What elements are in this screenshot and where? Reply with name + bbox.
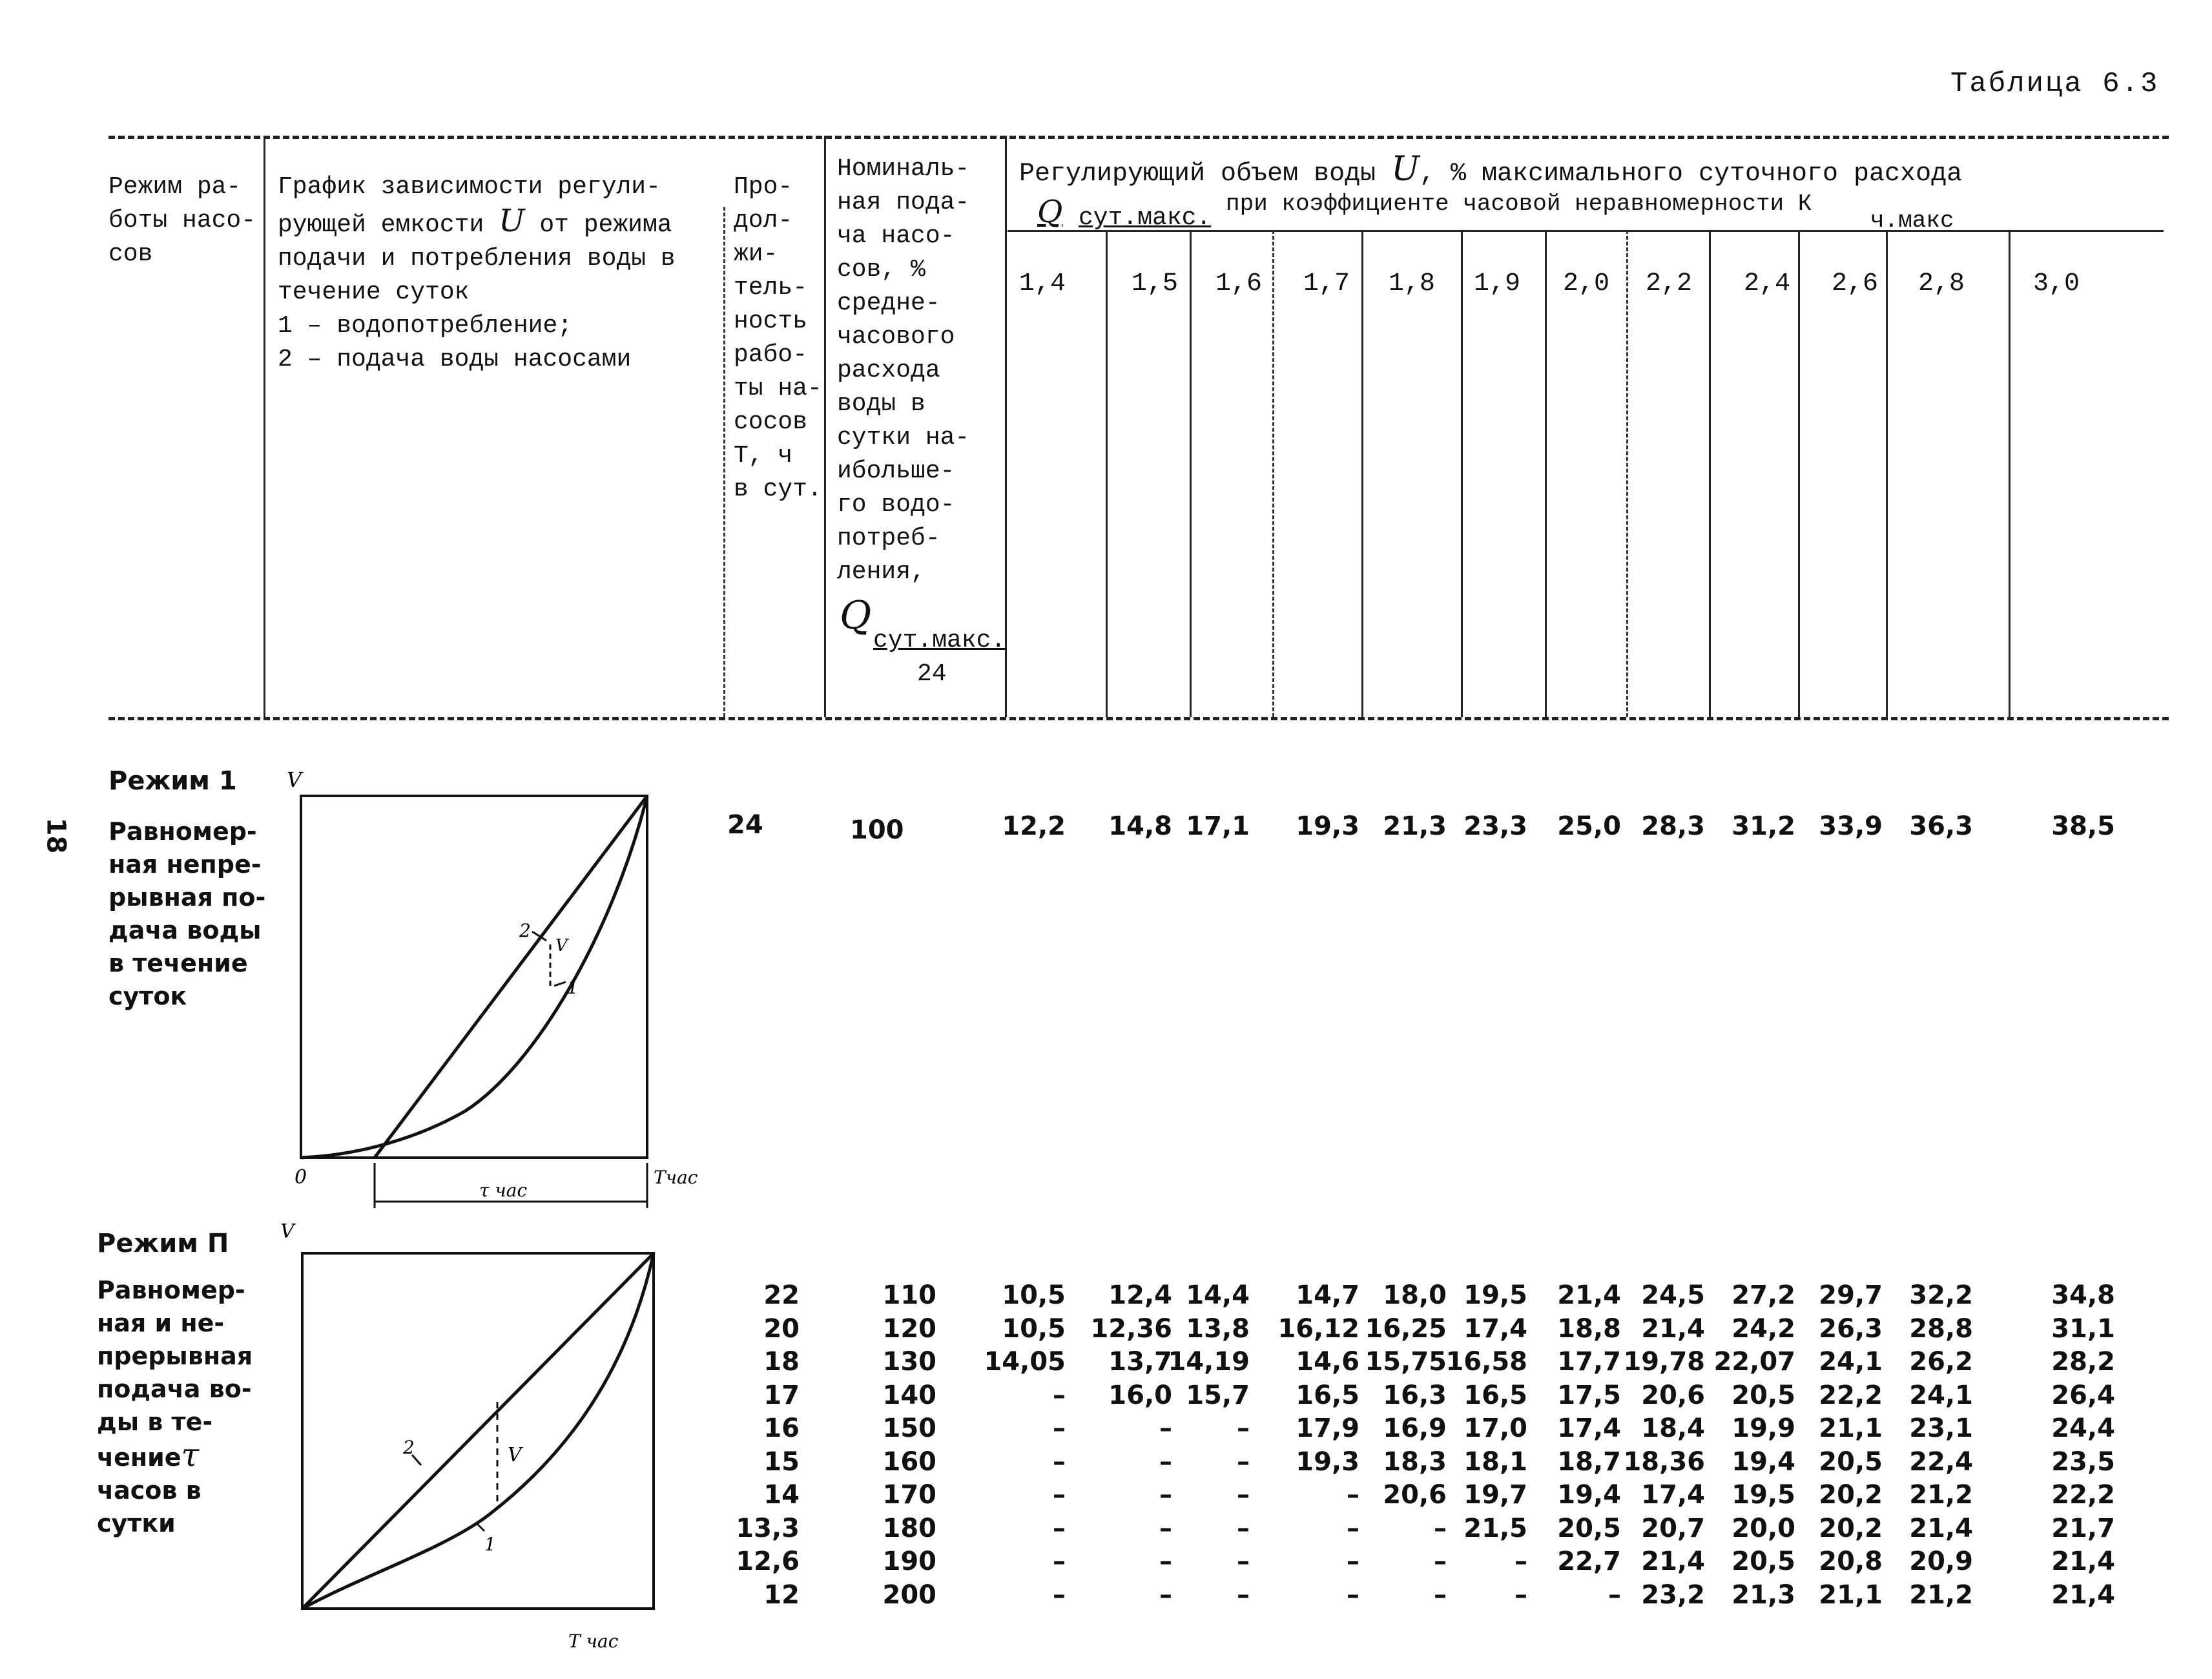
mode2-curve2-label: 2 [403,1437,415,1458]
mode2-value-cell: 21,4 [1641,1313,1705,1344]
k-value: 1,7 [1303,269,1350,298]
mode2-value-cell: – [1347,1513,1359,1543]
mode1-value-cell: 36,3 [1909,811,1973,841]
mode2-value-cell: 21,4 [2051,1547,2115,1576]
header-line: подачи и потребления воды в [278,245,676,273]
mode2-title: Режим П [97,1229,229,1258]
mode1-value-cell: 28,3 [1641,811,1705,841]
mode2-value-cell: 16,58 [1445,1347,1527,1377]
mode1-leader-1 [554,982,566,986]
mode2-value-cell: – [1434,1580,1447,1610]
mode2-value-cell: 17,4 [1641,1480,1705,1510]
mode2-value-cell: – [1347,1547,1359,1576]
header-line: 1 – водопотребление; [278,312,573,340]
mode2-value-cell: 14,05 [984,1347,1066,1377]
mode1-y-label: V [287,767,302,792]
mode2-value-cell: 34,8 [2051,1280,2115,1310]
mode2-duration-cell: 17 [763,1380,800,1410]
mode2-graph [271,1215,698,1660]
mode2-feed-cell: 110 [882,1280,936,1310]
mode2-value-cell: 26,2 [1909,1347,1973,1377]
desc-line: дача воды [109,916,262,944]
header-line: Номиналь- [837,155,970,183]
mode2-duration-cell: 13,3 [736,1513,800,1543]
k-value: 1,6 [1215,269,1263,298]
group-line2: при коэффициенте часовой неравномерности К [1226,191,1812,217]
mode1-feed: 100 [850,815,904,845]
mode2-feed-cell: 130 [882,1347,936,1377]
mode2-feed-cell: 200 [882,1580,936,1610]
header-line: рабо- [734,341,808,369]
mode2-value-cell: 24,5 [1641,1280,1705,1310]
mode2-value-cell: – [1053,1380,1066,1410]
mode2-x-end: Т час [568,1631,619,1652]
volume-symbol: U [499,203,525,239]
header-line: ча насо- [837,222,955,250]
mode2-value-cell: 19,4 [1557,1480,1621,1510]
desc-line: суток [109,982,187,1010]
header-line: сов, % [837,256,925,284]
mode2-value-cell: – [1237,1446,1250,1477]
header-line: ность [734,308,808,335]
mode2-value-cell: – [1053,1513,1066,1543]
mode2-value-cell: – [1347,1580,1359,1610]
header-line: го водо- [837,491,955,519]
mode2-duration-cell: 20 [763,1313,800,1344]
mode2-value-cell: – [1053,1446,1066,1477]
mode1-duration: 24 [727,810,763,840]
formula-q: Q [840,593,872,638]
header-line: сутки на- [837,424,970,452]
mode2-value-cell: 21,1 [1819,1413,1883,1443]
mode2-value-cell: 21,5 [1463,1513,1527,1543]
group-q-sub: сут.макс. [1079,204,1212,232]
mode2-value-cell: 13,8 [1186,1313,1250,1344]
desc-text: чение [97,1443,181,1472]
mode2-value-cell: 17,7 [1557,1347,1621,1377]
col-divider-1 [264,136,265,717]
mode2-value-cell: 18,3 [1383,1446,1447,1477]
header-line: часового [837,323,955,351]
mode2-value-cell: 12,4 [1108,1280,1172,1310]
header-col-mode [109,171,256,271]
mode2-value-cell: 21,4 [1641,1547,1705,1576]
group-title-text: Регулирующий объем воды [1019,160,1376,189]
header-line: 2 – подача воды насосами [278,346,632,373]
desc-line: ная и не- [97,1309,225,1337]
header-line: дол- [734,207,793,235]
mode2-value-cell: 18,7 [1557,1446,1621,1477]
k-divider [1626,230,1628,717]
mode2-duration-cell: 12 [763,1580,800,1610]
mode2-value-cell: 17,4 [1557,1413,1621,1443]
mode2-value-cell: 20,0 [1731,1513,1795,1543]
mode2-value-cell: 26,4 [2051,1380,2115,1410]
header-line: Т, ч [734,442,793,470]
mode2-value-cell: 15,7 [1186,1380,1250,1410]
k-value: 1,8 [1389,269,1436,298]
desc-line: Равномер- [109,817,257,846]
mode2-value-cell: 20,5 [1731,1547,1795,1576]
mode2-value-cell: 10,5 [1002,1280,1066,1310]
mode2-value-cell: 21,3 [1731,1580,1795,1610]
desc-line: в течение [109,949,248,977]
k-divider [1709,230,1711,717]
group-title-text: , % максимального суточного расхода [1419,160,1963,189]
mode1-value-cell: 17,1 [1186,811,1250,841]
mode2-value-cell: – [1237,1513,1250,1543]
header-line: воды в [837,390,925,418]
formula-numerator: сут.макс. [873,627,1006,654]
mode2-value-cell: 24,2 [1731,1313,1795,1344]
k-divider [1361,230,1363,717]
k-divider [1106,230,1108,717]
header-line: ления, [837,558,925,586]
mode2-duration-cell: 15 [763,1446,800,1477]
mode2-value-cell: 17,4 [1463,1313,1527,1344]
k-value: 2,2 [1646,269,1693,298]
mode2-feed-cell: 180 [882,1513,936,1543]
mode2-curve1-label: 1 [484,1534,496,1555]
mode2-value-cell: 18,0 [1383,1280,1447,1310]
mode2-duration-cell: 14 [763,1480,800,1510]
mode2-feed-cell: 120 [882,1313,936,1344]
desc-line: часов в [97,1476,202,1505]
mode2-value-cell: 20,2 [1819,1513,1883,1543]
group-title [1019,152,1962,191]
mode1-value-cell: 38,5 [2051,811,2115,841]
mode2-value-cell: 14,19 [1168,1347,1250,1377]
desc-line: прерывная [97,1342,253,1370]
k-divider [1545,230,1547,717]
mode2-value-cell: 17,9 [1296,1413,1359,1443]
header-line: средне- [837,289,940,317]
mode2-value-cell: 28,2 [2051,1347,2115,1377]
mode1-value-cell: 25,0 [1557,811,1621,841]
mode1-value-cell: 33,9 [1819,811,1883,841]
mode2-value-cell: 18,8 [1557,1313,1621,1344]
header-line: в сут. [734,475,822,503]
mode2-value-cell: 18,36 [1623,1446,1705,1477]
header-line: сосов [734,408,808,436]
mode2-duration-cell: 16 [763,1413,800,1443]
desc-line: подача во- [97,1375,252,1403]
mode2-value-cell: 22,2 [1819,1380,1883,1410]
mode2-value-cell: 31,1 [2051,1313,2115,1344]
header-line: ты на- [734,375,822,402]
mode2-value-cell: 27,2 [1731,1280,1795,1310]
mode2-value-cell: 12,36 [1090,1313,1172,1344]
mode1-curve-1 [301,796,647,1158]
mode2-value-cell: 21,4 [1909,1513,1973,1543]
mode2-value-cell: 21,4 [2051,1580,2115,1610]
mode2-value-cell: 19,78 [1623,1347,1705,1377]
header-line: Про- [734,173,793,201]
mode2-v-label: V [508,1444,522,1466]
mode2-duration-cell: 12,6 [736,1547,800,1576]
mode2-value-cell: 24,4 [2051,1413,2115,1443]
mode2-value-cell: 19,4 [1731,1446,1795,1477]
mode2-curve-2 [302,1253,654,1609]
mode2-value-cell: 19,9 [1731,1413,1795,1443]
mode2-value-cell: 19,3 [1296,1446,1359,1477]
mode2-value-cell: – [1159,1413,1172,1443]
mode2-value-cell: 14,7 [1296,1280,1359,1310]
header-col-feed [837,152,969,589]
k-value: 3,0 [2033,269,2080,298]
desc-line: сутки [97,1509,176,1538]
mode1-curve-2 [375,796,647,1158]
mode2-value-cell: – [1237,1580,1250,1610]
mode2-feed-cell: 170 [882,1480,936,1510]
mode2-value-cell: – [1053,1547,1066,1576]
header-line: сов [109,240,153,268]
mode2-value-cell: 17,5 [1557,1380,1621,1410]
mode1-value-cell: 12,2 [1002,811,1066,841]
mode2-value-cell: 23,5 [2051,1446,2115,1477]
k-divider [1798,230,1800,717]
header-line [278,204,676,242]
mode2-value-cell: 18,1 [1463,1446,1527,1477]
header-line: ибольше- [837,457,955,485]
k-divider [1272,230,1274,717]
header-line: ная пода- [837,189,970,216]
k-value: 1,9 [1474,269,1521,298]
mode2-value-cell: 16,5 [1296,1380,1359,1410]
col-divider-3 [824,136,826,717]
mode2-value-cell: 20,5 [1819,1446,1883,1477]
mode2-value-cell: 21,2 [1909,1580,1973,1610]
mode2-value-cell: 13,7 [1108,1347,1172,1377]
k-value: 2,8 [1918,269,1965,298]
mode2-value-cell: – [1053,1580,1066,1610]
mode2-value-cell: 21,4 [1557,1280,1621,1310]
mode2-value-cell: – [1434,1547,1447,1576]
header-line: расхода [837,357,940,384]
mode2-value-cell: 22,07 [1713,1347,1795,1377]
mode2-value-cell: 21,2 [1909,1480,1973,1510]
mode2-value-cell: – [1434,1513,1447,1543]
mode2-value-cell: 20,7 [1641,1513,1705,1543]
desc-line [97,1436,253,1474]
desc-line: ды в те- [97,1408,213,1436]
mode2-value-cell: – [1237,1480,1250,1510]
mode1-v-label: V [555,936,568,955]
k-value: 1,4 [1019,269,1066,298]
mode2-value-cell: – [1237,1547,1250,1576]
mode2-value-cell: 20,5 [1731,1380,1795,1410]
group-q: Q [1037,194,1063,230]
header-col-duration [734,171,822,506]
mode2-value-cell: – [1608,1580,1621,1610]
k-divider [2009,230,2010,717]
mode2-value-cell: – [1347,1480,1359,1510]
mode1-curve2-label: 2 [519,920,531,941]
mode2-value-cell: – [1053,1413,1066,1443]
header-line: потреб- [837,525,940,552]
header-line: жи- [734,240,778,268]
header-line: Режим ра- [109,173,242,201]
mode2-value-cell: 24,1 [1819,1347,1883,1377]
k-divider [1886,230,1888,717]
mode2-value-cell: 16,5 [1463,1380,1527,1410]
mode2-value-cell: 21,1 [1819,1580,1883,1610]
volume-symbol: U [1391,150,1420,189]
mode2-value-cell: – [1159,1580,1172,1610]
header-col-graph [278,171,676,377]
desc-line: Равномер- [97,1276,245,1304]
mode2-value-cell: 16,25 [1365,1313,1447,1344]
mode2-description [97,1274,253,1540]
mode2-duration-cell: 18 [763,1347,800,1377]
header-line: тель- [734,274,808,302]
header-top-rule [109,136,2169,139]
mode2-value-cell: 20,6 [1383,1480,1447,1510]
mode2-feed-cell: 140 [882,1380,936,1410]
table-label: Таблица 6.3 [1950,68,2160,100]
k-divider [1461,230,1463,717]
mode1-value-cell: 21,3 [1383,811,1447,841]
mode2-value-cell: 15,75 [1365,1347,1447,1377]
mode2-feed-cell: 150 [882,1413,936,1443]
mode1-curve1-label: 1 [567,977,579,998]
mode1-description [109,815,265,1013]
mode1-value-cell: 31,2 [1731,811,1795,841]
mode2-value-cell: 29,7 [1819,1280,1883,1310]
mode2-value-cell: 28,8 [1909,1313,1973,1344]
mode1-value-cell: 14,8 [1108,811,1172,841]
mode2-value-cell: 32,2 [1909,1280,1973,1310]
mode2-value-cell: – [1159,1513,1172,1543]
header-bottom-rule [109,717,2169,720]
mode1-tau-label: τ час [479,1180,528,1201]
mode2-y-label: V [280,1220,295,1243]
header-line: течение суток [278,278,470,306]
k-divider [1190,230,1192,717]
mode2-feed-cell: 190 [882,1547,936,1576]
mode2-value-cell: – [1159,1547,1172,1576]
formula-denominator: 24 [917,660,947,688]
mode2-value-cell: – [1159,1446,1172,1477]
desc-line: рывная по- [109,883,266,912]
mode2-value-cell: 19,5 [1731,1480,1795,1510]
k-value: 2,6 [1832,269,1879,298]
mode2-value-cell: 23,2 [1641,1580,1705,1610]
desc-line: ная непре- [109,850,262,879]
mode2-value-cell: 22,2 [2051,1480,2115,1510]
mode1-value-cell: 23,3 [1463,811,1527,841]
mode2-value-cell: 23,1 [1909,1413,1973,1443]
mode2-feed-cell: 160 [882,1446,936,1477]
mode2-value-cell: 10,5 [1002,1313,1066,1344]
mode2-value-cell: 24,1 [1909,1380,1973,1410]
mode2-value-cell: 20,5 [1557,1513,1621,1543]
header-text: от режима [539,211,672,239]
k-value: 2,4 [1744,269,1791,298]
mode2-value-cell: 22,7 [1557,1547,1621,1576]
mode1-title: Режим 1 [109,766,237,796]
mode2-value-cell: – [1514,1547,1527,1576]
mode2-leader-1 [477,1523,484,1531]
mode2-value-cell: 20,9 [1909,1547,1973,1576]
mode2-value-cell: 16,0 [1108,1380,1172,1410]
mode2-value-cell: 20,8 [1819,1547,1883,1576]
k-value: 2,0 [1563,269,1610,298]
header-line: боты насо- [109,207,256,235]
page-number: 18 [41,817,71,854]
col-divider-2 [723,207,725,717]
mode2-value-cell: – [1514,1580,1527,1610]
mode1-x-end: Тчас [654,1167,698,1188]
mode2-value-cell: 19,7 [1463,1480,1527,1510]
mode2-value-cell: 19,5 [1463,1280,1527,1310]
mode2-duration-cell: 22 [763,1280,800,1310]
mode2-value-cell: 16,12 [1277,1313,1359,1344]
mode2-value-cell: 20,6 [1641,1380,1705,1410]
mode1-graph [271,762,723,1227]
header-line: График зависимости регули- [278,173,661,201]
mode1-value-cell: 19,3 [1296,811,1359,841]
mode2-value-cell: 20,2 [1819,1480,1883,1510]
tau-symbol: τ [181,1436,200,1474]
mode2-value-cell: 26,3 [1819,1313,1883,1344]
group-k-sub: ч.макс [1870,207,1954,234]
mode2-value-cell: 16,9 [1383,1413,1447,1443]
mode2-value-cell: 18,4 [1641,1413,1705,1443]
mode2-value-cell: 16,3 [1383,1380,1447,1410]
mode2-value-cell: – [1053,1480,1066,1510]
mode2-value-cell: 21,7 [2051,1513,2115,1543]
mode2-value-cell: 17,0 [1463,1413,1527,1443]
mode2-value-cell: 22,4 [1909,1446,1973,1477]
mode2-value-cell: 14,4 [1186,1280,1250,1310]
mode2-value-cell: 14,6 [1296,1347,1359,1377]
header-text: рующей емкости [278,211,484,239]
mode1-origin: 0 [295,1166,307,1189]
k-value: 1,5 [1132,269,1179,298]
mode2-value-cell: – [1237,1413,1250,1443]
mode2-value-cell: – [1159,1480,1172,1510]
